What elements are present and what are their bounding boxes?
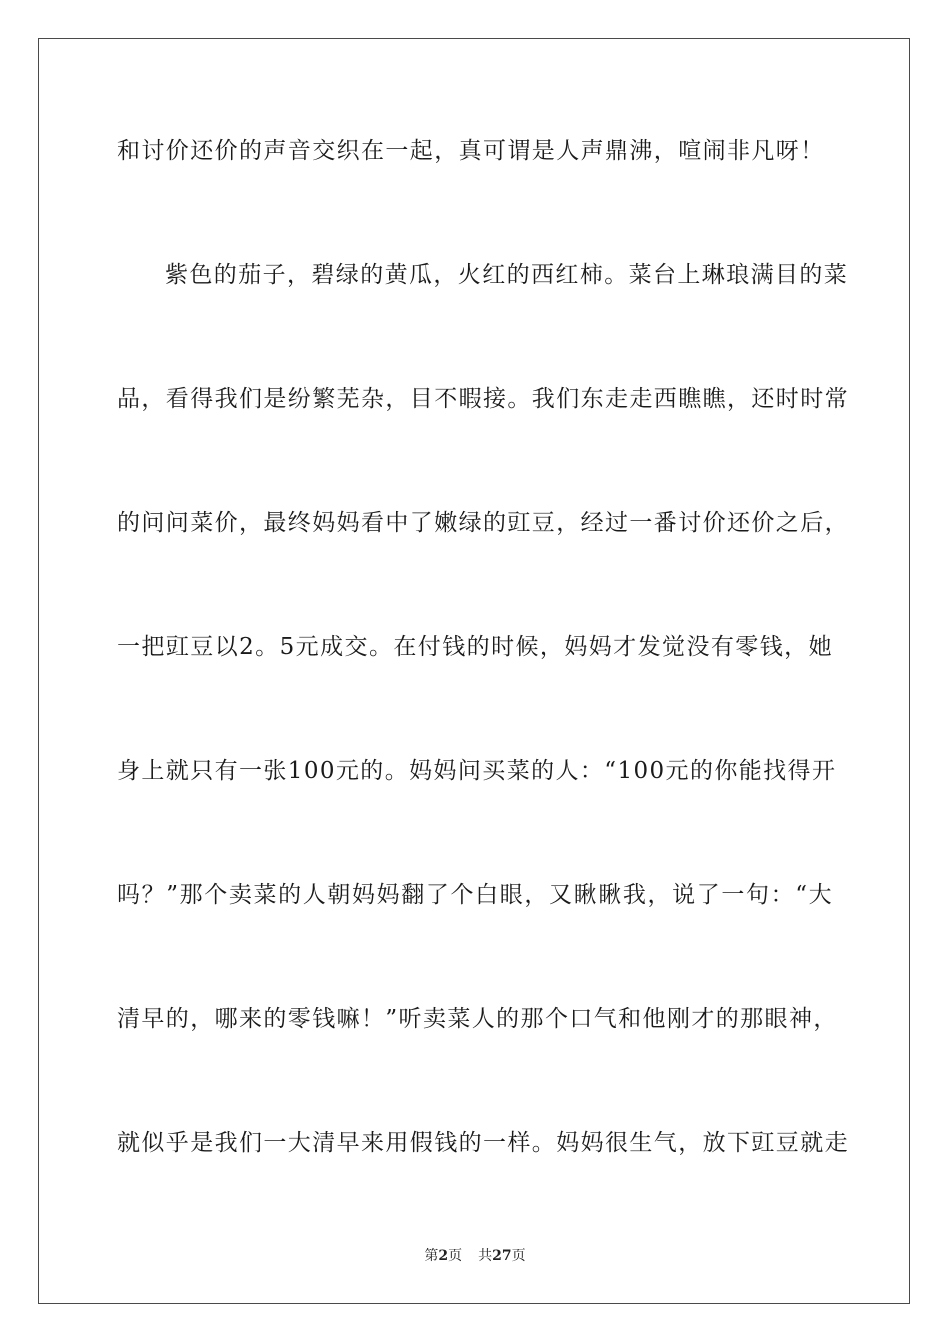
- body-text-line-2: 紫色的茄子，碧绿的黄瓜，火红的西红柿。菜台上琳琅满目的菜: [165, 262, 849, 288]
- body-text-line-7: 吗？”那个卖菜的人朝妈妈翻了个白眼，又瞅瞅我，说了一句：“大: [117, 882, 833, 908]
- footer-page-number: 2: [438, 1248, 449, 1264]
- page-border: [38, 38, 910, 1304]
- body-text-line-6: 身上就只有一张100元的。妈妈问买菜的人：“100元的你能找得开: [117, 758, 837, 784]
- body-text-line-1: 和讨价还价的声音交织在一起，真可谓是人声鼎沸，喧闹非凡呀！: [117, 138, 825, 164]
- footer-total-pages: 27: [492, 1248, 512, 1264]
- footer-page-prefix: 第: [424, 1248, 439, 1264]
- body-text-line-9: 就似乎是我们一大清早来用假钱的一样。妈妈很生气，放下豇豆就走: [117, 1130, 849, 1156]
- body-text-line-4: 的问问菜价，最终妈妈看中了嫩绿的豇豆，经过一番讨价还价之后，: [117, 510, 849, 536]
- body-text-line-8: 清早的，哪来的零钱嘛！”听卖菜人的那个口气和他刚才的那眼神，: [117, 1006, 838, 1032]
- body-text-line-5: 一把豇豆以2。5元成交。在付钱的时候，妈妈才发觉没有零钱，她: [117, 634, 833, 660]
- footer-total-prefix: 共: [478, 1248, 493, 1264]
- page-footer: [0, 1246, 950, 1266]
- footer-page-suffix: 页: [448, 1248, 463, 1264]
- body-text-line-3: 品，看得我们是纷繁芜杂，目不暇接。我们东走走西瞧瞧，还时时常: [117, 386, 849, 412]
- footer-total-suffix: 页: [511, 1248, 526, 1264]
